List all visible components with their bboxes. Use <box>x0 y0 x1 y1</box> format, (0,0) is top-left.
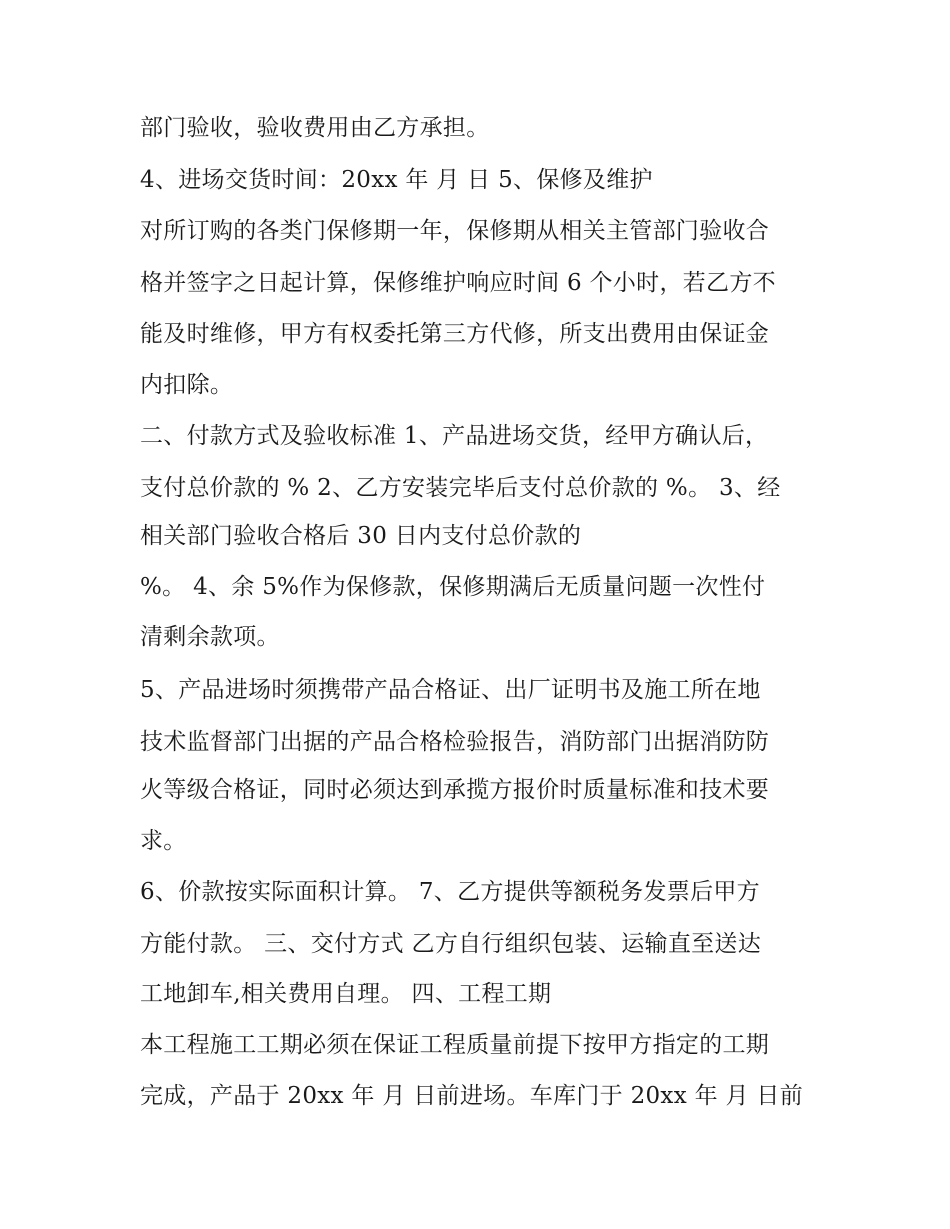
text-line: 本工程施工工期必须在保证工程质量前提下按甲方指定的工期 <box>140 1032 770 1058</box>
text-line: 支付总价款的 % 2、乙方安装完毕后支付总价款的 %。 3、经 <box>140 475 781 501</box>
text-line: 相关部门验收合格后 30 日内支付总价款的 <box>140 523 582 549</box>
text-line: 二、付款方式及验收标准 1、产品进场交货，经甲方确认后， <box>140 423 769 449</box>
text-line: 清剩余款项。 <box>140 624 280 650</box>
text-line: 内扣除。 <box>140 372 234 398</box>
text-line: %。 4、余 5%作为保修款，保修期满后无质量问题一次性付 <box>140 574 766 600</box>
text-line: 完成，产品于 20xx 年 月 日前进场。车库门于 20xx 年 月 日前 <box>140 1083 804 1109</box>
text-line: 6、价款按实际面积计算。 7、乙方提供等额税务发票后甲方 <box>140 879 760 905</box>
text-line: 对所订购的各类门保修期一年，保修期从相关主管部门验收合 <box>140 218 770 244</box>
text-line: 技术监督部门出据的产品合格检验报告，消防部门出据消防防 <box>140 729 770 755</box>
text-line: 工地卸车,相关费用自理。 四、工程工期 <box>140 981 552 1007</box>
text-line: 5、产品进场时须携带产品合格证、出厂证明书及施工所在地 <box>140 677 761 703</box>
text-line: 求。 <box>140 828 187 854</box>
text-line: 能及时维修，甲方有权委托第三方代修，所支出费用由保证金 <box>140 321 770 347</box>
text-line: 4、进场交货时间：20xx 年 月 日 5、保修及维护 <box>140 167 653 193</box>
text-line: 部门验收，验收费用由乙方承担。 <box>140 115 490 141</box>
text-line: 火等级合格证，同时必须达到承揽方报价时质量标准和技术要 <box>140 777 770 803</box>
text-line: 方能付款。 三、交付方式 乙方自行组织包装、运输直至送达 <box>140 931 762 957</box>
text-line: 格并签字之日起计算，保修维护响应时间 6 个小时，若乙方不 <box>140 270 776 296</box>
